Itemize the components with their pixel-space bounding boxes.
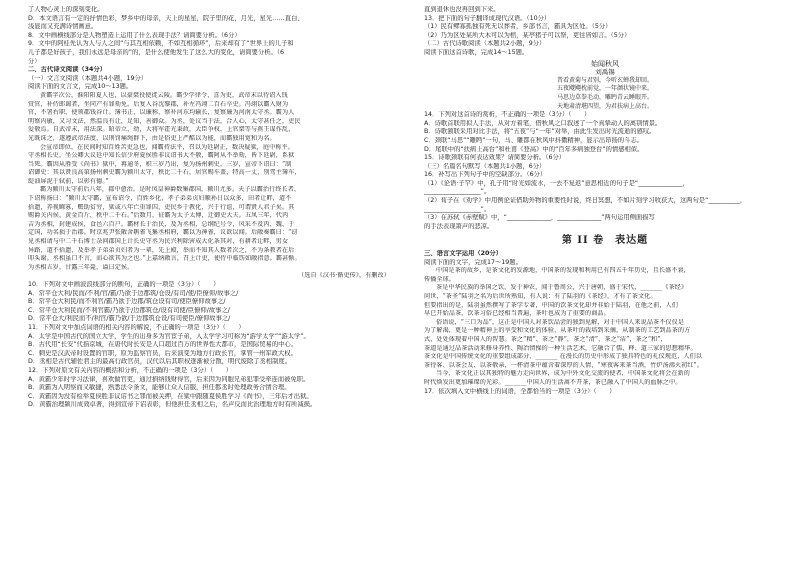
text-line: 吉为丞相，封建成侯，食邑六百户。霸材长于治民，及为丞相，总纲纪号令，风采不及丙、魏、于 [28, 220, 295, 228]
text-line: 茶是中华民族的举国之饮，发于神农，闻于鲁周公，兴于唐朝，盛于宋代，_______《茶经》 [436, 284, 688, 292]
text-line: 会宣帝即位，在民间时知百姓苦吏急也，闻霸持法平，召以为廷尉正，数决疑狱，庭中称平。 [40, 143, 294, 151]
text-line: 11．下列对文中加点词语的相关内容的解说，不正确的一项是（3分）（ ） [28, 323, 245, 331]
poem-line: 五夜飕飗枕前觉，一年颜状镜中来。 [556, 85, 653, 93]
text-line: C．常平仓大利民而/不利官霸/乃欲于/边郡筑仓/设有司使/臣僚仰/故事之/ [28, 306, 230, 314]
text-line: 官，不署右职，使领郡钱谷计。簿书正，以廉称，察补河东均输长，复察廉为河南太守丞。霸为人 [28, 109, 295, 117]
text-line: B．黄霸为人明察而又敏捷，熟悉法令条文，能够让众人信服，担任郡丞时处理政务合情合理。 [28, 384, 291, 392]
text-line: 为丞相五岁，甘露三年薨，谥曰定侯。 [28, 263, 134, 271]
text-line: 13．把下面的句子翻译成现代汉语。（10分） [424, 14, 551, 22]
text-line: 当今，茶文化正以其独特的魅力走向世界，成为中外文化交流的使者，中国茶文化将会在新的 [436, 370, 690, 378]
text-line: 茶待客、以茶会友、以茶敬亲，一杯清茶中蕴含着深厚的人情，“寒夜客来茶当酒，竹炉汤沸火初红”。 [424, 361, 703, 369]
text-line: （三）名篇名句默写（本题共1小题，6分） [424, 162, 546, 170]
text-line: D．常平仓大/利民而不/利官/霸乃欲/于边郡筑仓设/有司使臣/僚仰故事之/ [28, 315, 231, 323]
text-line: 茶道是通过品茶活动来修身养性、陶冶情操的一种生活艺术，它融合了儒、释、道三家的思想精华。 [424, 344, 697, 352]
right-column [424, 6, 786, 396]
text-line: D．本文语言有一定的抒情色彩，梦乡中的母亲，天上的星星，院子里的花，月光，星光……直白、 [28, 14, 304, 22]
text-line: 当死。霸因从胜受《尚书》狱中，再逾冬，积三岁乃出，复为扬州刺史。三岁，宣帝下诏曰：“制 [28, 160, 292, 168]
text-line: 17．依次填入文中横线上的词语，全都恰当的一项是（3分）（ ） [424, 387, 616, 395]
text-line: 为了解渴，更是一种精神上的享受和文化的体验，从茶叶的栽培到采摘，从制茶的工艺到品茶的方 [424, 327, 691, 335]
text-line: A．黄霸少年时学习法律，喜欢做官吏，通过捐纳钱财得官，后来因为同胞兄弟犯罪受牵连而被免职。 [28, 375, 310, 383]
text-line: 早已开始品茶，饮茶习俗已经相当普遍，茶叶也成为了重要的商品。 [424, 310, 610, 318]
text-line: 15．诗歌颈联有何表达效果？请简要分析。（6分） [424, 154, 566, 162]
poem-line: 昔看黄菊与君别，今听玄蝉我却回。 [556, 76, 653, 84]
text-line: 10．下列对文中画波浪线部分的断句，正确的一项是（3分）（ ） [28, 281, 220, 288]
poem-author: 刘禹锡 [595, 68, 615, 77]
text-line: __________________”。 [424, 188, 491, 196]
text-line: 拾遗，养视鳏寡，赡助贫穷，狱或八年亡重罪囚，吏民乡于教化，兴于行谊，可谓贤人君子矣。其 [28, 203, 295, 211]
poem-title: 始闻秋风 [591, 59, 619, 68]
poem-block [424, 60, 786, 112]
text-line: 问世，“茶圣”陆羽之名为后世所熟知，有人说：有了陆羽的《茶经》，才有了茶文化。 [424, 293, 657, 300]
text-line: D．丞相是古代辅佐君主的最高行政官员，汉代以后其职权逐渐被分散，明代废除了丞相制度。 [28, 358, 292, 366]
text-line: C．颈联“马思”“雕眄”一句，马、雕都在秋风中抖擞精神，显示出昂扬的斗志。 [424, 136, 643, 144]
text-line: 儿子都是好孩子，我们永远是母亲的”的，是什么使他发生了这么大的变化，请简要分析。（6 [28, 48, 284, 56]
text-line: 赐爵关内侯，黄金百斤，秩中二千石。”后数月，征霸为太子太傅，迁御史大夫。五凤三年，代丙 [28, 212, 289, 220]
text-line: 赏官，补侍郎谒者，坐同产有罪劾免。后复入谷沈黎郡，补左冯翊二百石卒史。冯翊以霸入财为 [28, 100, 289, 108]
text-line: （2）乃为区处某所大木可以为棺，某亭猪子可以祭，吏往皆如言。（5分） [424, 31, 631, 39]
text-line: 茶文化是中国传统文化的重要组成部分，_______ 在漫长的历史中形成了独具特色的礼仪规范，人们以 [424, 353, 703, 361]
poem-line: 天地肃清堪四望，为君扶病上高台。 [556, 102, 653, 110]
section-heading: 二、古代诗文阅读（34分） [28, 66, 107, 74]
part-two-title: 第 II 卷 表达题 [561, 235, 649, 247]
text-line: 式，处处体现着中国人的智慧。茶之“精”、茶之“静”，茶之“清”，茶之“洁”，茶之“和”， [424, 335, 667, 343]
text-line: C．黄霸因为没有检举夏侯胜非议诏书之罪而被关押，在狱中跟随夏侯胜学习《尚书》，三年后才出狱。 [28, 392, 313, 400]
text-line: 传播全球。 [424, 275, 455, 283]
text-line: 但要指出的是，陆羽虽然撰写了茶学专著，中国的饮茶文化却并非始于陆羽，在他之前，人们 [424, 301, 678, 309]
text-line: （选自《汉书·循吏传》，有删改） [298, 272, 390, 280]
text-line: A．太学是中国古代的国立大学，学生的出身多为官宦子弟，入太学学习可称为“游学太学”“游太学”。 [28, 332, 310, 340]
text-line: D．尾联中的“扶病上高台”和杜甫《登高》中的“百年多病独登台”的情感相似。 [424, 145, 644, 153]
text-line: 16．补写出下列句子中的空缺部分。（6分） [424, 171, 547, 179]
text-line: 俗语说，“三口为品”，这正是中国人对茶饮品尝的独到见解，对于中国人来说品茶不仅仅是 [436, 318, 684, 326]
text-line: B．诗歌颔联采用对比手法，将“五夜”与“一年”对举，由此生发出时光流逝的感叹。 [424, 128, 656, 136]
text-line: 下诏称扬曰：“颍川太守霸，宣布诏令，百姓乡化，孝子弟弟贞妇顺孙日以众多，田者让畔，道不 [28, 195, 292, 203]
text-line: 定国，功名损于治郡。时京兆尹张敞舍鹖雀飞集丞相府，霸以为神雀，议欲以闻。后敞奏霸曰：“窃 [28, 229, 298, 237]
text-line: 缇油屏泥于轼前，以彰有德。” [28, 177, 109, 185]
text-line: 见丞相请与中二千石博士杂问郡国上计长史守丞为民兴利除害成大化条其对，有耕者让畔，男女 [28, 238, 289, 246]
text-line: （二）古代诗歌阅读（本题共2小题，9分） [424, 40, 546, 48]
text-line: 守丞相长史，坐公卿大议廷中知长信少府夏侯胜非议诏书大不敬，霸阿从不举劾，皆下廷尉，系狱 [28, 152, 295, 160]
text-line: 时代焕发出更加璀璨的光彩。_______中国人的生活离不开茶，茶已融入了中国人的血脉之中。 [424, 378, 682, 386]
text-line: __________________”。 [424, 205, 491, 213]
left-column [28, 6, 390, 410]
text-line: B．古代用“长安”代指京城，在唐代时长安是人口超过百万的世界性大都市，是国际贸易的中心。 [28, 341, 298, 349]
text-line: 浅显而又充满诗情画意。 [28, 23, 98, 31]
text-line: （1）民有鳏寡孤独有死无以葬者，乡部书言，霸具为区处。（5分） [424, 23, 612, 31]
text-line: 阅读下面的文字，完成17～19题。 [424, 258, 522, 266]
text-line: D．黄霸治理颍川成效卓著，得到宣帝下诏表彰，但他担任丞相之后，名声反而比治理地方时有所减损。 [28, 401, 317, 409]
text-line: 爱敬焉。自武帝末，用法深。昭帝立，幼，大将军霍光秉政，大臣争权，上官桀等与燕王谋作乱， [28, 126, 295, 134]
text-line: A．常平仓大利/民而/不利/官/霸/乃欲于边郡筑/仓设/有司/使/臣僚仰/故事之/ [28, 289, 239, 297]
text-line: 8．文中画横线部分是人物塑造上运用了什么表现手法？请简要分析。（6分） [28, 31, 241, 39]
text-line: 直到退休也没再回到下来。 [424, 6, 500, 13]
text-line: B．常平仓大利民/而不利官/霸乃欲于边郡/筑仓设有司/使臣僚仰故事之/ [28, 298, 226, 306]
text-line: 霸为颍川太守前后八年，郡中愈治。是时凤皇神爵数集郡国，颍川尤多。天子以霸治行终长者， [40, 186, 301, 194]
poem-line: 马思边草拳毛动，雕眄青云睡眼开。 [556, 93, 653, 101]
text-line: 阅读下面这首诗歌，完成14～15题。 [424, 48, 529, 56]
text-line: A．诗歌首联用拟人手法，从对方着笔，借秋风之口叙述了一个真挚动人的离别情景。 [424, 119, 662, 127]
text-line: 黄霸字次公，淮阳阳夏人也，以豪桀役使徙云陵。霸少学律令，喜为吏，武帝末以待诏入钱 [40, 91, 288, 99]
text-line: 光既诛之，遂遵武帝法度，以刑罚痛绳群下，由是俗吏上严酷以为能，而霸独用宽和为名。 [28, 134, 276, 142]
section-heading: 三、语言文字运用（20分） [424, 250, 503, 258]
text-line: （1）《论语·子罕》中，孔子用“时光如流水，一去不复返”意思相近的句子是“______________， [424, 179, 689, 187]
text-line: （一）文言文阅读（本题共4小题，19分） [28, 74, 148, 82]
text-line: 中国是茶的故乡，是茶文化的发源地，中国茶的发现和利用已有四五千年历史，且长盛不衰， [436, 267, 690, 275]
text-line: 阅读下面的文言文，完成10～13题。 [28, 83, 133, 91]
text-line: 9．文中的阿桂先认为人与人之间“与其互相依赖，不如互相循环”，后来却有了“世界上的儿子和 [28, 40, 294, 48]
text-line: 叩头谢。丞相虽口不言，而心欲其为之也。”上嘉纳敞言，召上计吏，使侍中临饬如敞指意。霸甚惭。 [28, 255, 301, 263]
text-line: 的手法表现箫声的悲凉。 [424, 222, 494, 230]
text-line: （2）荀子在《劝学》中用例论证借助外物的重要性时说，终日冥想，不如片刻学习收获大，这两句是“__________， [424, 197, 747, 205]
text-line: 明察内敏，又习文法，然温良有让，足知，善御众。为丞，处议当于法，合人心，太守甚任之，吏民 [28, 117, 301, 125]
text-line: 14．下列对这首诗的赏析，不正确的一项是（3分）（ ） [424, 111, 591, 119]
text-line: 异路，道不拾遗，及举孝子弟弟贞妇者为一辈，先上殿，举而不知其人数者次之，不为条教者在后 [28, 246, 295, 254]
text-line: 12．下列对原文有关内容的概括和分析，不正确的一项是（3分）（ ） [28, 366, 233, 374]
text-line: （3）在苏轼《赤壁赋》中，“______________，______________”两句运用侧面描写 [424, 214, 655, 222]
text-line: 诏御史：其以贤良高第扬州刺史霸为颍川太守，秩比二千石，居官赐车盖，特高一丈，别驾主簿车， [28, 169, 301, 177]
text-line: 了人物心灵上的深刻变化。 [28, 6, 104, 13]
text-line: 分） [28, 57, 41, 65]
text-line: C．刺史是汉武帝时设置的官职，原为监察官员，后来演变为地方行政长官，掌管一州军政大权。 [28, 349, 297, 357]
